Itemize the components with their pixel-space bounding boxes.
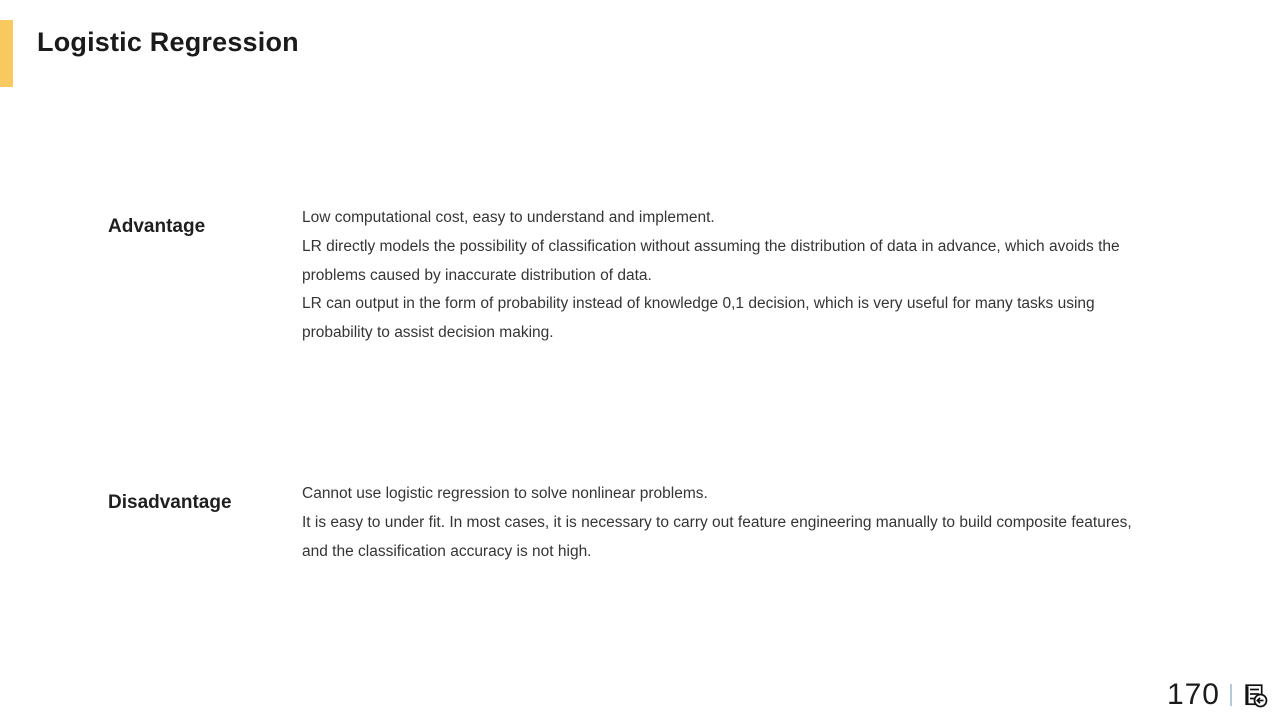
slide-footer: [1167, 680, 1268, 710]
disadvantage-label: Disadvantage: [108, 492, 232, 513]
advantage-sentence: LR can output in the form of probability instead of knowledge 0,1 decision, which is very useful for many tasks using probability to assist decision making.: [302, 295, 1095, 342]
notes-return-icon[interactable]: [1242, 682, 1268, 708]
advantage-label: Advantage: [108, 216, 206, 237]
disadvantage-sentence: It is easy to under fit. In most cases, it is necessary to carry out feature engineering manually to build composite features, and the classification accuracy is not high.: [302, 513, 1132, 560]
page-number: 170: [1166, 678, 1220, 711]
title-accent-bar: [0, 20, 13, 87]
disadvantage-sentence: Cannot use logistic regression to solve nonlinear problems.: [302, 485, 708, 502]
disadvantage-text: [302, 480, 1150, 566]
footer-divider: [1230, 684, 1232, 706]
advantage-sentence: LR directly models the possibility of classification without assuming the distribution of data in advance, which avoids the problems caused by inaccurate distribution of data.: [302, 237, 1120, 284]
advantage-sentence: Low computational cost, easy to understand and implement.: [302, 209, 715, 226]
slide-title: Logistic Regression: [37, 27, 299, 57]
advantage-text: [302, 204, 1150, 348]
